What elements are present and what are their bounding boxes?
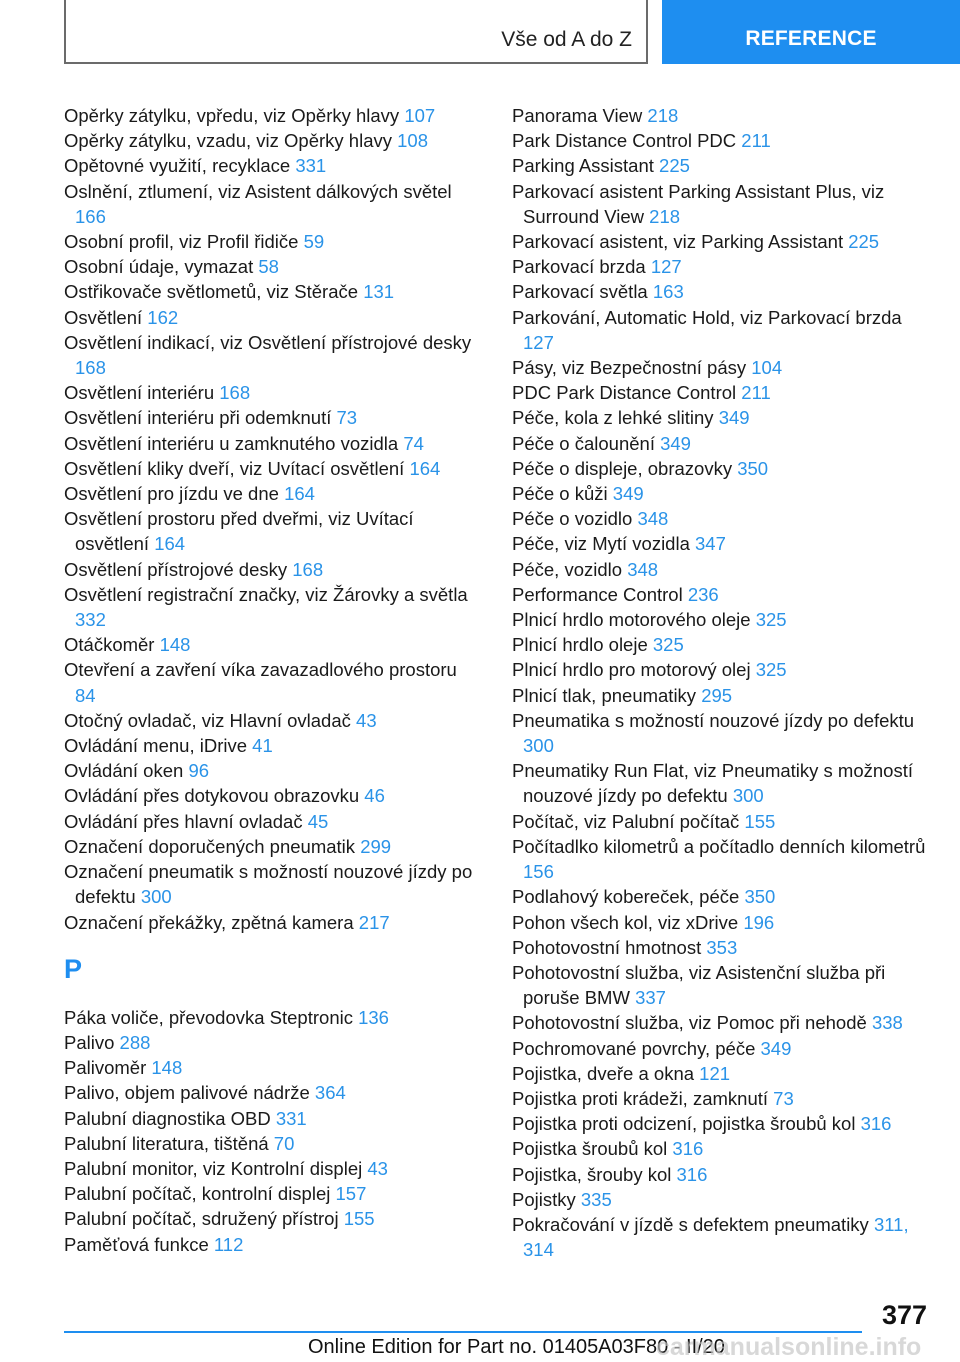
index-entry [64, 1131, 474, 1156]
index-entry [64, 809, 474, 834]
index-page-link[interactable]: 131 [363, 281, 395, 303]
index-entry-text: Parkování, Automatic Hold, viz Parkovací brzda [512, 306, 902, 328]
index-entry [512, 254, 932, 279]
index-entry [512, 683, 932, 708]
index-page-link[interactable]: 350 [737, 457, 769, 479]
index-page-link[interactable]: 316 [860, 1113, 892, 1135]
index-entry-text: Pojistka šroubů kol [512, 1138, 668, 1160]
index-entry [64, 708, 474, 733]
index-page-link[interactable]: 349 [760, 1037, 792, 1059]
index-entry-text: Péče, viz Mytí vozidla [512, 533, 690, 555]
index-entry-text: Péče o displeje, obrazovky [512, 457, 733, 479]
index-column-right [512, 103, 932, 1262]
index-page-link[interactable]: 73 [336, 407, 358, 429]
index-page-link[interactable]: 211 [741, 130, 771, 152]
index-list-p-continued [512, 103, 932, 1262]
index-entry-text: Ostřikovače světlometů, viz Stěrače [64, 281, 359, 303]
index-entry [512, 632, 932, 657]
index-entry [512, 758, 932, 808]
index-entry-text: Osvětlení indikací, viz Osvětlení přístrojové desky [64, 331, 472, 353]
index-entry [512, 153, 932, 178]
index-entry-text: Otevření a zavření víka zavazadlového prostoru [64, 659, 457, 681]
index-page-link[interactable]: 364 [314, 1082, 346, 1104]
index-page-link[interactable]: 112 [213, 1233, 244, 1255]
index-entry [512, 1111, 932, 1136]
index-entry-text: Pochromované povrchy, péče [512, 1037, 756, 1059]
index-entry-text: Pásy, viz Bezpečnostní pásy [512, 357, 747, 379]
index-entry [64, 859, 474, 909]
index-page-link[interactable]: 108 [397, 130, 428, 152]
index-page-link[interactable]: 225 [659, 155, 690, 177]
index-entry-text: Osvětlení registrační značky, viz Žárovky a světla [64, 583, 468, 605]
index-entry-text: Osvětlení prostoru před dveřmi, viz Uvítací osvětlení [64, 508, 414, 555]
index-page-link[interactable]: 236 [687, 583, 719, 605]
index-entry [512, 279, 932, 304]
index-entry [64, 153, 474, 178]
index-page-link[interactable]: 316 [676, 1163, 708, 1185]
index-entry [64, 380, 474, 405]
index-page-link[interactable]: 348 [637, 508, 669, 530]
page-number: 377 [881, 1300, 927, 1330]
index-entry [64, 1080, 474, 1105]
index-entry [512, 1061, 932, 1086]
index-entry [64, 1030, 474, 1055]
index-entry [64, 279, 474, 304]
index-page-link[interactable]: 300 [140, 886, 172, 908]
index-entry [512, 657, 932, 682]
index-page-link[interactable]: 127 [523, 331, 554, 353]
index-entry [512, 557, 932, 582]
index-entry-text: Pohotovostní služba, viz Asistenční služba při poruše BMW [512, 961, 886, 1009]
header-box [64, 0, 648, 64]
index-entry-text: Pojistka proti odcizení, pojistka šroubů kol [512, 1113, 856, 1135]
index-page-link[interactable]: 148 [151, 1057, 183, 1079]
index-page-link[interactable]: 311, 314 [523, 1213, 909, 1261]
index-page-link[interactable]: 350 [744, 886, 776, 908]
index-entry [64, 1055, 474, 1080]
index-page-link[interactable]: 337 [635, 987, 666, 1009]
index-list-o [64, 103, 474, 935]
index-entry-text: Plnicí tlak, pneumatiky [512, 684, 697, 706]
index-entry [64, 582, 474, 632]
index-entry [64, 330, 474, 380]
index-entry [512, 481, 932, 506]
index-entry-text: Osvětlení pro jízdu ve dne [64, 483, 279, 505]
index-page-link[interactable]: 73 [773, 1087, 794, 1109]
index-entry-text: Opěrky zátylku, vpředu, viz Opěrky hlavy [64, 105, 400, 126]
index-entry [64, 557, 474, 582]
index-page-link[interactable]: 288 [119, 1031, 151, 1053]
index-page-link[interactable]: 300 [732, 785, 764, 807]
index-column-left [64, 103, 474, 1257]
index-page-link[interactable]: 164 [284, 483, 315, 505]
index-page-link[interactable]: 46 [364, 785, 385, 807]
index-page-link[interactable]: 211 [741, 382, 771, 404]
index-entry [512, 1187, 932, 1212]
index-page-link[interactable]: 164 [154, 533, 186, 555]
index-entry [64, 103, 474, 128]
index-entry-text: Parkovací asistent, viz Parking Assistant [512, 231, 844, 253]
index-entry [64, 128, 474, 153]
index-page-link[interactable]: 347 [695, 533, 726, 555]
index-page-link[interactable]: 96 [188, 760, 210, 782]
index-page-link[interactable]: 168 [75, 357, 106, 379]
index-page-link[interactable]: 338 [871, 1012, 903, 1034]
index-entry [512, 1010, 932, 1035]
index-entry-text: Palubní monitor, viz Kontrolní displej [64, 1157, 363, 1179]
index-entry-text: Osvětlení kliky dveří, viz Uvítací osvětlení [64, 457, 405, 479]
index-entry [512, 506, 932, 531]
index-entry-text: Péče o čalounění [512, 432, 655, 454]
index-page-link[interactable]: 163 [652, 281, 684, 303]
index-entry-text: Opětovné využití, recyklace [64, 155, 291, 177]
index-entry-text: Palivo [64, 1031, 115, 1053]
index-entry [64, 1181, 474, 1206]
index-entry-text: Performance Control [512, 583, 683, 605]
index-entry [512, 229, 932, 254]
index-entry [512, 531, 932, 556]
index-entry-text: Osvětlení interiéru [64, 382, 215, 404]
index-entry [512, 1136, 932, 1161]
index-page-link[interactable]: 299 [360, 835, 392, 857]
index-entry-text: Ovládání přes hlavní ovladač [64, 810, 303, 832]
index-entry-text: Paměťová funkce [64, 1233, 209, 1255]
index-page-link[interactable]: 217 [358, 911, 390, 933]
index-entry-text: Ovládání menu, iDrive [64, 735, 248, 757]
index-entry [64, 179, 474, 229]
index-entry [64, 431, 474, 456]
index-entry-text: Plnicí hrdlo oleje [512, 634, 648, 656]
index-entry-text: Pokračování v jízdě s defektem pneumatiky [512, 1213, 869, 1235]
index-entry-text: Otočný ovladač, viz Hlavní ovladač [64, 709, 351, 731]
index-entry [64, 733, 474, 758]
index-entry-text: Označení pneumatik s možností nouzové jízdy po defektu [64, 861, 473, 908]
index-page-link[interactable]: 225 [848, 231, 880, 253]
index-entry [64, 1106, 474, 1131]
index-page-link[interactable]: 218 [649, 205, 681, 227]
index-page-link[interactable]: 155 [744, 810, 776, 832]
index-entry-text: Páka voliče, převodovka Steptronic [64, 1006, 353, 1028]
index-entry-text: Pneumatiky Run Flat, viz Pneumatiky s možností nouzové jízdy po defektu [512, 760, 913, 807]
index-page-link[interactable]: 349 [660, 432, 691, 454]
index-page-link[interactable]: 196 [743, 911, 775, 933]
index-page-link[interactable]: 70 [273, 1132, 295, 1154]
index-entry-text: Palivo, objem palivové nádrže [64, 1082, 310, 1104]
index-entry-text: Osobní profil, viz Profil řidiče [64, 231, 299, 253]
index-entry [512, 582, 932, 607]
index-entry-text: Pojistky [512, 1188, 576, 1210]
index-entry-text: Park Distance Control PDC [512, 130, 737, 152]
index-entry [64, 405, 474, 430]
index-entry-text: Palivoměr [64, 1057, 147, 1079]
index-entry [512, 809, 932, 834]
index-entry [64, 783, 474, 808]
index-entry-text: Péče, kola z lehké slitiny [512, 407, 714, 429]
index-entry-text: Parkovací asistent Parking Assistant Plus, viz Surround View [512, 180, 885, 227]
index-page-link[interactable]: 164 [409, 457, 441, 479]
index-entry-text: Osvětlení interiéru při odemknutí [64, 407, 332, 429]
index-entry [64, 1005, 474, 1030]
index-entry [512, 960, 932, 1010]
index-entry [64, 834, 474, 859]
index-page-link[interactable]: 295 [701, 684, 733, 706]
footer-watermark: carmanualsonline.info [656, 1333, 922, 1361]
index-page-link[interactable]: 58 [258, 256, 279, 278]
index-entry [512, 1212, 932, 1262]
index-entry [512, 708, 932, 758]
index-entry [512, 935, 932, 960]
index-entry [64, 758, 474, 783]
footer-edition: Online Edition for Part no. 01405A03F80 - II/20 [308, 1336, 725, 1358]
index-page-link[interactable]: 349 [612, 483, 644, 505]
index-entry-text: Počítadlko kilometrů a počítadlo denních kilometrů [512, 835, 926, 857]
index-page-link[interactable]: 59 [303, 231, 325, 253]
index-entry [512, 431, 932, 456]
index-entry [512, 179, 932, 229]
index-entry [64, 229, 474, 254]
index-entry [64, 657, 474, 707]
index-page-link[interactable]: 168 [292, 558, 324, 580]
index-entry-text: Palubní diagnostika OBD [64, 1107, 271, 1129]
index-entry-text: Osvětlení interiéru u zamknutého vozidla [64, 432, 399, 454]
index-entry-text: Palubní literatura, tištěná [64, 1132, 269, 1154]
index-page-link[interactable]: 166 [75, 205, 106, 227]
index-page-link[interactable]: 325 [652, 634, 684, 656]
index-entry [64, 1206, 474, 1231]
index-entry [512, 1086, 932, 1111]
index-entry [512, 355, 932, 380]
index-entry-text: Pohotovostní služba, viz Pomoc při nehodě [512, 1012, 867, 1034]
index-entry [64, 481, 474, 506]
index-entry-text: Označení doporučených pneumatik [64, 835, 356, 857]
index-page-link[interactable]: 148 [159, 634, 191, 656]
index-page-link[interactable]: 45 [307, 810, 329, 832]
index-entry [64, 632, 474, 657]
index-entry-text: Pohon všech kol, viz xDrive [512, 911, 739, 933]
index-entry [512, 103, 932, 128]
index-entry-text: PDC Park Distance Control [512, 382, 737, 404]
index-entry-text: Osvětlení [64, 306, 143, 328]
index-entry-text: Označení překážky, zpětná kamera [64, 911, 354, 933]
index-entry-text: Oslnění, ztlumení, viz Asistent dálkových světel [64, 180, 452, 202]
index-page-link[interactable]: 331 [275, 1107, 307, 1129]
index-entry [64, 456, 474, 481]
index-entry-text: Péče, vozidlo [512, 558, 623, 580]
index-entry [512, 128, 932, 153]
index-entry-text: Parking Assistant [512, 155, 654, 177]
index-page-link[interactable]: 104 [751, 357, 783, 379]
index-entry-text: Palubní počítač, kontrolní displej [64, 1183, 331, 1205]
index-entry-text: Parkovací brzda [512, 256, 646, 278]
index-page-link[interactable]: 332 [75, 609, 106, 631]
index-page-link[interactable]: 157 [335, 1183, 367, 1205]
index-page-link[interactable]: 300 [523, 735, 554, 757]
index-entry [64, 506, 474, 556]
index-page-link[interactable]: 74 [403, 432, 424, 454]
index-entry-text: Panorama View [512, 105, 643, 126]
index-entry-text: Plnicí hrdlo motorového oleje [512, 609, 751, 631]
index-entry [512, 607, 932, 632]
section-title: Vše od A do Z [501, 28, 632, 51]
index-entry [512, 910, 932, 935]
index-entry [64, 254, 474, 279]
index-entry-text: Pneumatika s možností nouzové jízdy po defektu [512, 709, 915, 731]
index-entry-text: Počítač, viz Palubní počítač [512, 810, 740, 832]
index-entry-text: Osobní údaje, vymazat [64, 256, 254, 278]
index-page-link[interactable]: 156 [523, 861, 554, 883]
index-entry-text: Péče o kůži [512, 483, 608, 505]
index-page-link[interactable]: 136 [358, 1006, 389, 1028]
index-page-link[interactable]: 325 [755, 609, 787, 631]
index-entry-text: Opěrky zátylku, vzadu, viz Opěrky hlavy [64, 130, 392, 152]
index-page-link[interactable]: 168 [219, 382, 251, 404]
index-entry-text: Péče o vozidlo [512, 508, 633, 530]
index-entry-text: Pojistka, dveře a okna [512, 1062, 695, 1084]
index-entry [512, 380, 932, 405]
index-entry [64, 1156, 474, 1181]
index-entry [512, 1036, 932, 1061]
index-page-link[interactable]: 218 [647, 105, 679, 126]
index-entry [512, 456, 932, 481]
index-page-link[interactable]: 353 [706, 936, 738, 958]
index-page-link[interactable]: 43 [356, 709, 377, 731]
index-entry [512, 884, 932, 909]
index-entry [512, 834, 932, 884]
index-page-link[interactable]: 84 [75, 684, 96, 706]
index-page-link[interactable]: 335 [580, 1188, 612, 1210]
index-entry-text: Ovládání oken [64, 760, 184, 782]
index-page-link[interactable]: 121 [699, 1062, 731, 1084]
index-page-link[interactable]: 348 [627, 558, 659, 580]
index-entry-text: Osvětlení přístrojové desky [64, 558, 288, 580]
index-page-link[interactable]: 349 [718, 407, 750, 429]
index-list-p [64, 1005, 474, 1257]
index-entry-text: Pojistka proti krádeži, zamknutí [512, 1087, 769, 1109]
index-entry-text: Pohotovostní hmotnost [512, 936, 702, 958]
reference-tab[interactable]: REFERENCE [662, 0, 960, 64]
index-page-link[interactable]: 331 [295, 155, 327, 177]
index-entry-text: Podlahový koberec̆ek, péče [512, 886, 740, 908]
index-entry [512, 1162, 932, 1187]
index-entry [64, 910, 474, 935]
index-page-link[interactable]: 43 [367, 1157, 388, 1179]
index-page-link[interactable]: 107 [404, 105, 436, 126]
index-page-link[interactable]: 162 [147, 306, 179, 328]
index-entry-text: Palubní počítač, sdružený přístroj [64, 1208, 339, 1230]
index-page-link[interactable]: 155 [343, 1208, 375, 1230]
index-page-link[interactable]: 316 [672, 1138, 704, 1160]
index-entry [512, 305, 932, 355]
letter-heading: P [64, 953, 83, 984]
index-page-link[interactable]: 127 [650, 256, 682, 278]
index-entry-text: Otáčkoměr [64, 634, 155, 656]
index-entry-text: Pojistka, šrouby kol [512, 1163, 672, 1185]
index-page-link[interactable]: 41 [252, 735, 273, 757]
index-page-link[interactable]: 325 [755, 659, 787, 681]
index-entry [64, 305, 474, 330]
index-entry-text: Ovládání přes dotykovou obrazovku [64, 785, 360, 807]
index-entry-text: Plnicí hrdlo pro motorový olej [512, 659, 751, 681]
index-entry-text: Parkovací světla [512, 281, 648, 303]
index-entry [512, 405, 932, 430]
index-entry [64, 1232, 474, 1257]
